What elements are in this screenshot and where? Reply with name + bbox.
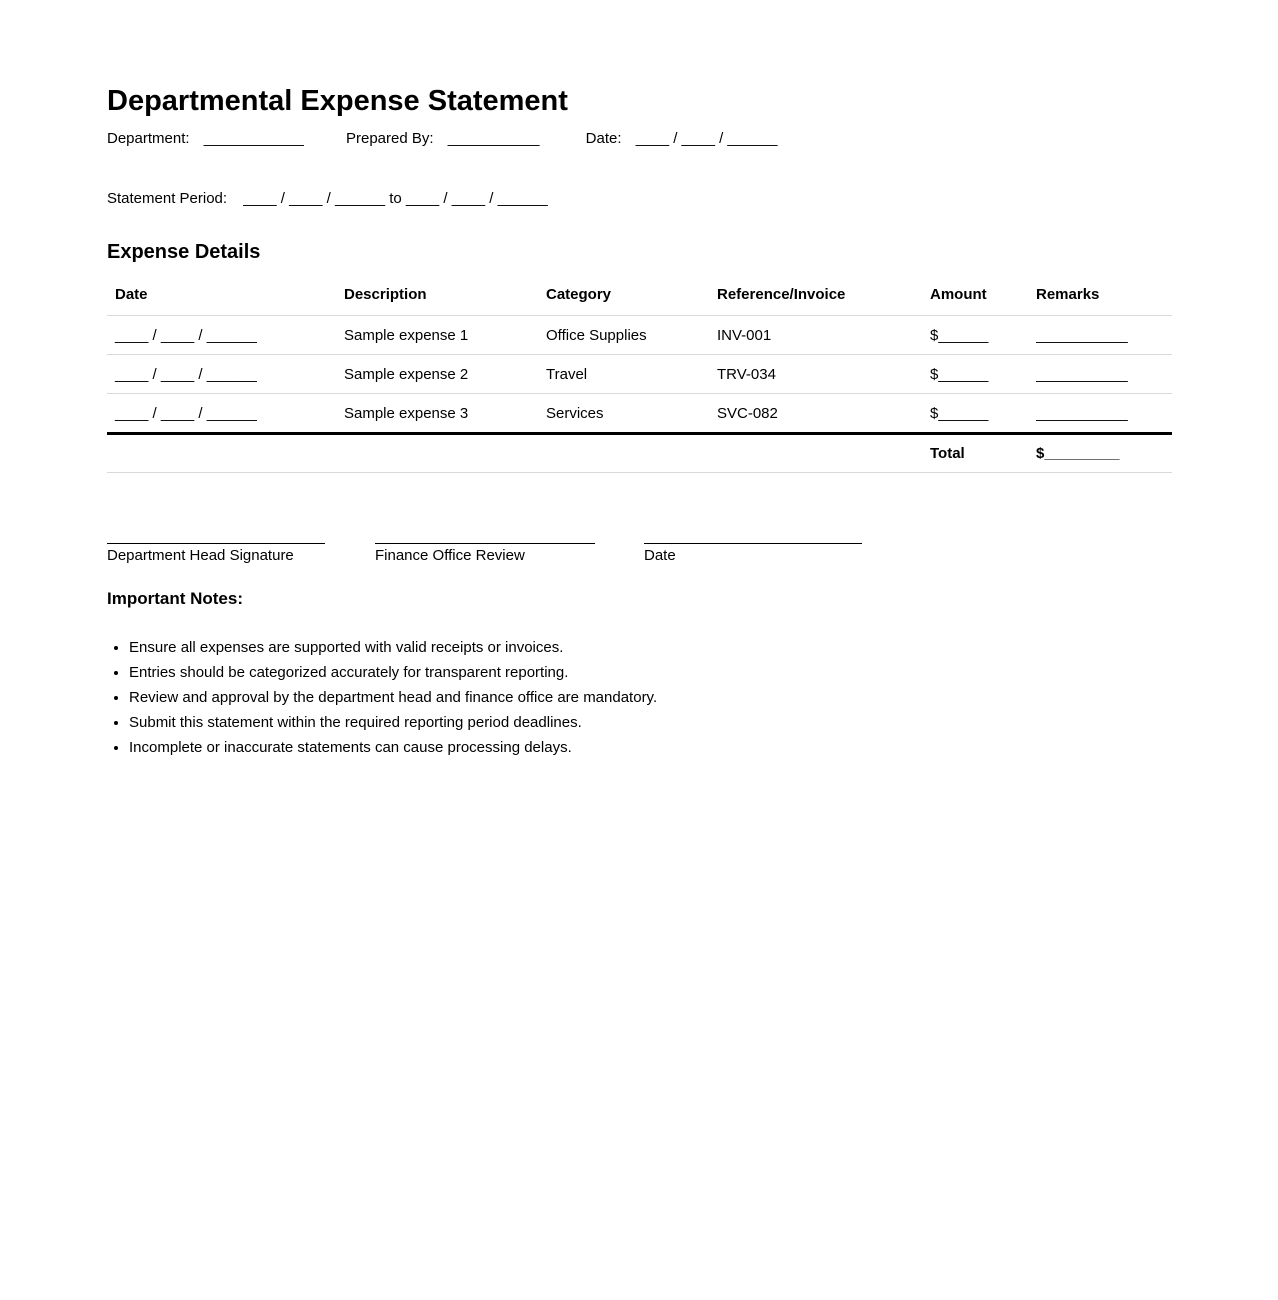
column-header-amount: Amount [930, 286, 1036, 316]
department-blank-line: ____________ [203, 130, 304, 147]
empty-cell [546, 434, 717, 473]
table-row [107, 355, 1172, 394]
cell-remarks: ___________ [1036, 316, 1172, 355]
header-fields-row [107, 130, 1172, 148]
statement-period-label: Statement Period: [107, 190, 228, 207]
cell-amount: $______ [930, 316, 1036, 355]
cell-date: ____ / ____ / ______ [107, 355, 344, 394]
important-notes-list [107, 639, 1172, 757]
date-label: Date: [585, 130, 622, 147]
signature-label: Finance Office Review [375, 547, 525, 564]
date-blank-line: ____ / ____ / ______ [635, 130, 778, 147]
empty-cell [107, 434, 344, 473]
signature-block-finance-office [375, 543, 595, 565]
expense-table [107, 286, 1172, 473]
column-header-reference: Reference/Invoice [717, 286, 930, 316]
signature-section [107, 543, 1172, 565]
cell-reference: SVC-082 [717, 394, 930, 434]
note-item: • Review and approval by the department head and finance office are mandatory. [129, 689, 1172, 707]
page-title: Departmental Expense Statement [107, 85, 568, 117]
cell-category: Services [546, 394, 717, 434]
empty-cell [717, 434, 930, 473]
table-total-row [107, 434, 1172, 473]
statement-period-row [107, 190, 1172, 208]
signature-label: Department Head Signature [107, 547, 294, 564]
cell-description: Sample expense 3 [344, 394, 546, 434]
prepared-by-field [346, 130, 539, 148]
date-field [586, 130, 778, 148]
statement-period-blank-line: ____ / ____ / ______ to ____ / ____ / ______ [243, 190, 548, 207]
cell-reference: INV-001 [717, 316, 930, 355]
cell-remarks: ___________ [1036, 355, 1172, 394]
table-row [107, 394, 1172, 434]
note-item: • Entries should be categorized accurately for transparent reporting. [129, 664, 1172, 682]
cell-reference: TRV-034 [717, 355, 930, 394]
department-field [107, 130, 304, 148]
department-label: Department: [107, 130, 190, 147]
total-label: Total [930, 434, 1036, 473]
column-header-category: Category [546, 286, 717, 316]
signature-block-department-head [107, 543, 325, 565]
prepared-by-blank-line: ___________ [447, 130, 540, 147]
column-header-date: Date [107, 286, 344, 316]
cell-date: ____ / ____ / ______ [107, 316, 344, 355]
note-item: • Submit this statement within the required reporting period deadlines. [129, 714, 1172, 732]
signature-label: Date [644, 547, 676, 564]
table-row [107, 316, 1172, 355]
prepared-by-label: Prepared By: [346, 130, 434, 147]
cell-remarks: ___________ [1036, 394, 1172, 434]
signature-block-date [644, 543, 862, 565]
column-header-remarks: Remarks [1036, 286, 1172, 316]
cell-amount: $______ [930, 394, 1036, 434]
note-item: • Incomplete or inaccurate statements can cause processing delays. [129, 739, 1172, 757]
empty-cell [344, 434, 546, 473]
cell-date: ____ / ____ / ______ [107, 394, 344, 434]
total-amount-blank: $_________ [1036, 434, 1172, 473]
cell-description: Sample expense 1 [344, 316, 546, 355]
column-header-description: Description [344, 286, 546, 316]
cell-category: Office Supplies [546, 316, 717, 355]
cell-description: Sample expense 2 [344, 355, 546, 394]
table-header-row [107, 286, 1172, 316]
expense-details-heading: Expense Details [107, 241, 261, 263]
cell-category: Travel [546, 355, 717, 394]
cell-amount: $______ [930, 355, 1036, 394]
note-item: • Ensure all expenses are supported with valid receipts or invoices. [129, 639, 1172, 657]
important-notes-heading: Important Notes: [107, 589, 243, 608]
